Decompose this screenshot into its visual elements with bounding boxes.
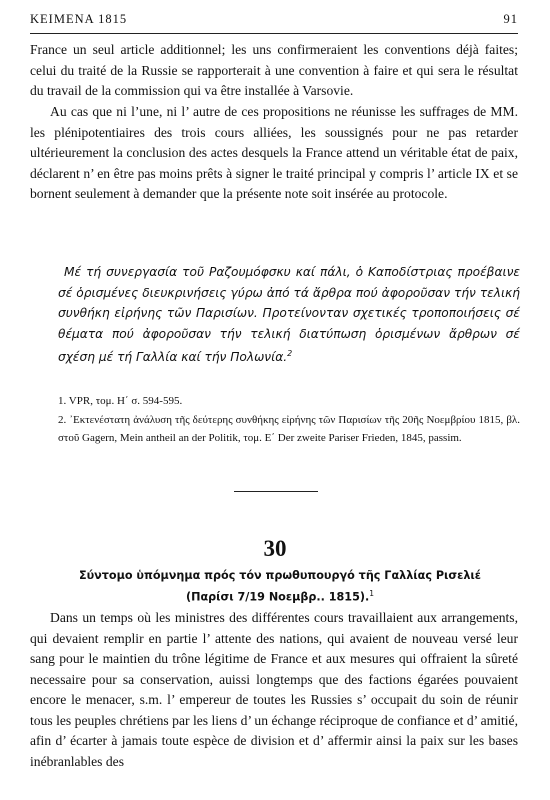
page-number: 91 bbox=[503, 12, 518, 26]
section-divider bbox=[234, 491, 318, 492]
page-header bbox=[30, 12, 518, 27]
header-rule bbox=[30, 33, 518, 34]
footnote-1: 1. VPR, τομ. Η΄ σ. 594-595. bbox=[58, 395, 183, 407]
greek-commentary-text: Μέ τή συνεργασία τοῦ Ραζουμόφσκυ καί πάλι, ὁ Καποδίστριας προέβαινε σέ ὁρισμένες διευκρινήσεις γύρω ἀπό τά ἄρθρα πού ἀφοροῦσαν τήν τελική συνθήκη εἰρήνης τῶν Παρισίων. Προτείνονταν σχετικές τροποποιήσεις σέ θέματα πού ἀφοροῦσαν τήν τελική διατύπωση ὁρισμένων ἄρθρων σέ σχέση μέ τή Γαλλία καί τήν Πολωνία. bbox=[58, 265, 520, 365]
greek-commentary bbox=[58, 262, 520, 368]
french-paragraph: Au cas que ni l’une, ni l’ autre de ces propositions ne réunisse les suffrages de MM. les plénipotentiaires des trois cours alliées, les soussignés pour ne pas retarder ultérieurement la conclusion des actes desquels la France attend un véritable état de paix, déclarent n’ en être pas moins prêts à signer le traité principal y compris l’ article IX et se bornent seulement à demander que la présente note soit insérée au protocole. bbox=[30, 104, 518, 201]
document-title-line-2: (Παρίσι 7/19 Νοεμβρ.. 1815). bbox=[185, 590, 370, 604]
footnote-2: 2. ᾽Εκτενέστατη ἀνάλυση τῆς δεύτερης συνθήκης εἰρήνης τῶν Παρισίων τῆς 20ῆς Νοεμβρίου 1815, βλ. στοῦ Gagern, Mein antheil an der Politik, τομ. Ε΄ Der zweite Pariser Frieden, 1845, passim. bbox=[58, 414, 520, 444]
footnote-ref-2: 2 bbox=[287, 349, 293, 358]
running-title: ΚΕΙΜΕΝΑ 1815 bbox=[30, 12, 128, 26]
document-body: Dans un temps où les ministres des différentes cours travaillaient aux arrangements, qui devaient remplir en partie l’ attente des nations, qui avaient de nouveau versé leur sang pour le maintien du trône légitime de France et aux mesures qui offraient la sûreté necessaire pour sa conservation, auissi longtemps que des factions égarées pouvaient encore le menacer, s.m. l’ empereur de toutes les Russies s’ occupait du soin de réunir tous les peuples chrétiens par les liens d’ un échange réciproque de confiance et d’ amitié, afin d’ écarter à jamais toute espèce de division et d’ affermir ainsi la paix sur les bases inébranlables des bbox=[30, 610, 518, 769]
document-number: 30 bbox=[263, 536, 287, 561]
french-paragraph-continued: France un seul article additionnel; les uns confirmeraient les conventions déjà faites; celui du traité de la Russie se rapporterait à une convention à faire et qui sera le résultat du travail de la commission qui va être installée à Varsovie. bbox=[30, 42, 518, 98]
document-title bbox=[60, 567, 500, 607]
document-title-line-1: Σύντομο ὑπόμνημα πρός τόν πρωθυπουργό τῆς Γαλλίας Ρισελιέ bbox=[78, 569, 482, 582]
title-footnote-ref: 1 bbox=[369, 589, 375, 598]
